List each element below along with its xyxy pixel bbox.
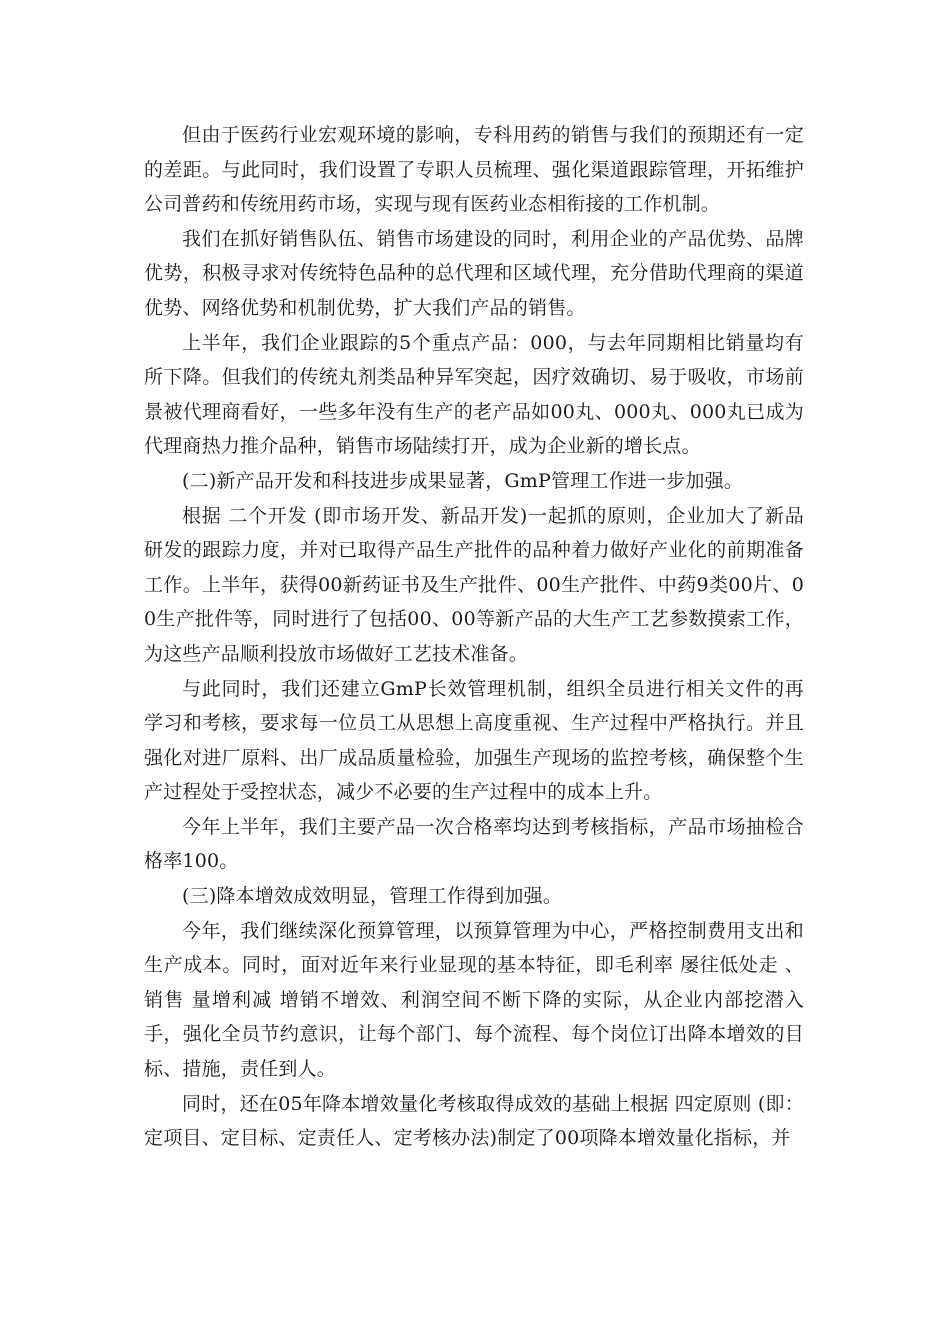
paragraph-10: 同时，还在05年降本增效量化考核取得成效的基础上根据 四定原则 (即：定项目、定目标、定责任人、定考核办法)制定了00项降本增效量化指标，并: [144, 1092, 804, 1150]
paragraph-2: 我们在抓好销售队伍、销售市场建设的同时，利用企业的产品优势、品牌优势，积极寻求对传统特色品种的总代理和区域代理，充分借助代理商的渠道优势、网络优势和机制优势，扩大我们产品的销售。: [144, 227, 804, 319]
paragraph-5: 根据 二个开发 (即市场开发、新品开发)一起抓的原则，企业加大了新品研发的跟踪力度，并对已取得产品生产批件的品种着力做好产业化的前期准备工作。上半年，获得00新药证书及生产批件、00生产批件、中药9类00片、00生产批件等，同时进行了包括00、00等新产品的大生产工艺参数摸索工作，为这些产品顺利投放市场做好工艺技术准备。: [144, 504, 804, 665]
document-body: [144, 118, 804, 1156]
section-heading-2: (二)新产品开发和科技进步成果显著，GmP管理工作进一步加强。: [182, 469, 744, 492]
paragraph-6: 与此同时，我们还建立GmP长效管理机制，组织全员进行相关文件的再学习和考核，要求每一位员工从思想上高度重视、生产过程中严格执行。并且强化对进厂原料、出厂成品质量检验，加强生产现场的监控考核，确保整个生产过程处于受控状态，减少不必要的生产过程中的成本上升。: [144, 677, 804, 804]
paragraph-3: 上半年，我们企业跟踪的5个重点产品：000，与去年同期相比销量均有所下降。但我们的传统丸剂类品种异军突起，因疗效确切、易于吸收，市场前景被代理商看好，一些多年没有生产的老产品如00丸、000丸、000丸已成为代理商热力推介品种，销售市场陆续打开，成为企业新的增长点。: [144, 331, 804, 458]
section-heading-3: (三)降本增效成效明显，管理工作得到加强。: [182, 885, 563, 908]
paragraph-7: 今年上半年，我们主要产品一次合格率均达到考核指标，产品市场抽检合格率100。: [144, 815, 804, 873]
paragraph-1: 但由于医药行业宏观环境的影响，专科用药的销售与我们的预期还有一定的差距。与此同时，我们设置了专职人员梳理、强化渠道跟踪管理，开拓维护公司普药和传统用药市场，实现与现有医药业态相衔接的工作机制。: [144, 124, 804, 216]
paragraph-9: 今年，我们继续深化预算管理，以预算管理为中心，严格控制费用支出和生产成本。同时，面对近年来行业显现的基本特征，即毛利率 屡往低处走 、销售 量增利减 增销不增效、利润空间不断下降的实际，从企业内部挖潜入手，强化全员节约意识，让每个部门、每个流程、每个岗位订出降本增效的目标、措施，责任到人。: [144, 919, 804, 1081]
